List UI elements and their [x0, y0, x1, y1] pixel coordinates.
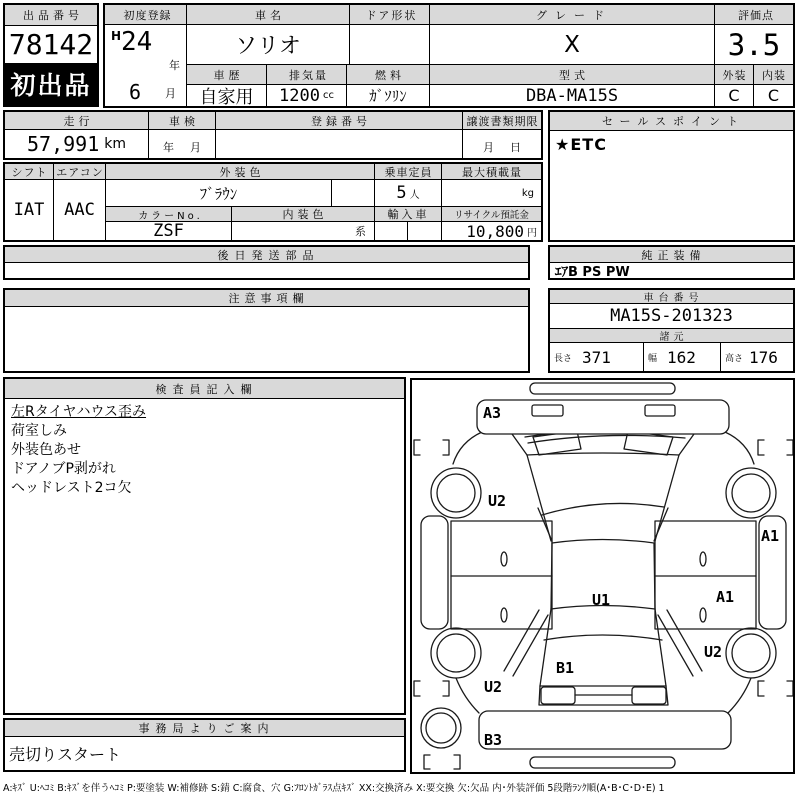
exterior-label: 外装	[715, 65, 754, 85]
reg-number-value	[216, 130, 463, 158]
recycle-unit: 円	[527, 227, 537, 239]
spec-height-value: 176	[749, 347, 778, 367]
marker-rear-left-wheel: U2	[484, 678, 503, 696]
sales-point-box	[548, 110, 795, 242]
transfer-docs-cell	[463, 130, 541, 158]
transfer-day-label: 日	[510, 141, 521, 154]
era-letter: H	[111, 29, 122, 43]
spec-length-label: 長さ	[554, 353, 573, 364]
spec-width-label: 幅	[648, 353, 658, 364]
caution-label: 注意事項欄	[5, 290, 528, 307]
shaken-year-label: 年	[163, 141, 174, 154]
car-top-view-diagram	[412, 380, 793, 772]
reg-number-label: 登録番号	[216, 112, 463, 130]
office-label: 事務局よりご案内	[5, 720, 404, 737]
mileage-table	[3, 110, 543, 160]
chassis-value: MA15S-201323	[550, 304, 793, 329]
registration-month: 6	[129, 80, 142, 104]
capacity-unit: 人	[409, 189, 420, 201]
sales-point-label: セールスポイント	[550, 112, 793, 131]
first-listing-badge: 初出品	[5, 63, 97, 105]
sales-point-value: ★ETC	[555, 135, 607, 154]
displacement-value: 1200	[279, 85, 320, 106]
equipment-box	[548, 245, 795, 280]
shaken-month-label: 月	[190, 141, 201, 154]
chassis-box	[548, 288, 795, 373]
int-color-suffix: 系	[232, 222, 375, 240]
ext-color-value: ﾌﾞﾗｳﾝ	[106, 180, 332, 207]
marker-rear-right-wheel: U2	[704, 643, 723, 661]
transfer-month-label: 月	[483, 141, 494, 154]
marker-right-front-door: A1	[761, 527, 780, 545]
model-code-value: DBA-MA15S	[430, 85, 715, 106]
marker-rear-gate: B1	[556, 659, 575, 677]
mileage-cell	[5, 130, 149, 158]
ship-later-value	[5, 263, 528, 278]
caution-box	[3, 288, 530, 373]
exterior-score: C	[715, 85, 754, 106]
transfer-docs-label: 譲渡書類期限	[463, 112, 541, 130]
import-cell-1	[375, 222, 408, 240]
door-shape-label: ドア形状	[350, 5, 430, 25]
interior-label: 内装	[754, 65, 793, 85]
inspector-label: 検査員記入欄	[5, 379, 404, 399]
inspector-note: ヘッドレスト2コ欠	[11, 480, 132, 496]
office-box	[3, 718, 406, 772]
mileage-value: 57,991	[27, 132, 100, 156]
registration-year: 24	[121, 27, 153, 57]
import-cell-2	[408, 222, 442, 240]
displacement-label: 排気量	[267, 65, 347, 85]
lot-box	[3, 3, 99, 107]
interior-score: C	[767, 86, 780, 105]
caution-value	[5, 307, 528, 371]
spec-length-cell	[550, 343, 644, 371]
door-shape-value	[350, 25, 430, 65]
lot-number-label: 出品番号	[5, 5, 97, 26]
color-no-value: ZSF	[106, 222, 232, 240]
equipment-value: ｴｱB PS PW	[555, 265, 630, 278]
recycle-label: リサイクル預託金	[442, 207, 541, 222]
damage-diagram-box	[410, 378, 795, 774]
vehicle-header-table	[103, 3, 795, 108]
ship-later-box	[3, 245, 530, 280]
capacity-cell	[375, 180, 442, 207]
first-registration-label: 初度登録	[105, 5, 187, 25]
marker-rear-bumper: B3	[484, 731, 503, 749]
int-color-label: 内装色	[232, 207, 375, 222]
year-suffix: 年	[169, 59, 180, 72]
ext-color-label: 外装色	[106, 164, 375, 180]
chassis-label: 車台番号	[550, 290, 793, 304]
inspector-note: 左Rタイヤハウス歪み	[11, 404, 147, 420]
shift-label: シフト	[5, 164, 54, 180]
grade-label: グレード	[430, 5, 715, 25]
fuel-label: 燃料	[347, 65, 430, 85]
inspector-notes	[11, 403, 401, 498]
ext-color-extra-cell	[332, 180, 375, 207]
spec-width-value: 162	[667, 347, 696, 367]
car-name-label: 車名	[187, 5, 350, 25]
shaken-label: 車検	[149, 112, 216, 130]
import-car-label: 輸入車	[375, 207, 442, 222]
grade-value: X	[430, 25, 715, 65]
month-suffix: 月	[165, 87, 176, 100]
aircon-label: エアコン	[54, 164, 106, 180]
spec-height-cell	[721, 343, 793, 371]
score-label: 評価点	[715, 5, 793, 25]
displacement-unit: cc	[322, 90, 334, 101]
car-name: ソリオ	[187, 25, 350, 65]
marker-front-left-wheel: U2	[488, 492, 507, 510]
first-registration-cell	[105, 25, 187, 106]
shift-color-table	[3, 162, 543, 242]
displacement-cell	[267, 85, 347, 106]
fuel-value: ｶﾞｿﾘﾝ	[347, 85, 430, 106]
score-value: 3.5	[715, 25, 793, 65]
office-value: 売切りスタート	[9, 745, 122, 764]
ship-later-label: 後日発送部品	[5, 247, 528, 263]
color-no-label: カラーNo.	[106, 207, 232, 222]
capacity-label: 乗車定員	[375, 164, 442, 180]
spec-height-label: 高さ	[725, 353, 744, 364]
history-value: 自家用	[187, 85, 267, 106]
recycle-value: 10,800	[466, 222, 524, 240]
aircon-value: AAC	[54, 180, 106, 240]
marker-right-rear-door: A1	[716, 588, 735, 606]
lot-number: 78142	[8, 28, 94, 61]
recycle-cell	[442, 222, 541, 240]
model-code-label: 型式	[430, 65, 715, 85]
equipment-label: 純正装備	[550, 247, 793, 263]
spec-width-cell	[644, 343, 721, 371]
inspector-note: ドアノブP剥がれ	[11, 461, 116, 477]
mileage-label: 走行	[5, 112, 149, 130]
marker-front-bumper: A3	[483, 404, 502, 422]
history-label: 車歴	[187, 65, 267, 85]
max-load-label: 最大積載量	[442, 164, 541, 180]
mileage-unit: km	[104, 136, 126, 152]
inspector-note: 外装色あせ	[11, 442, 81, 458]
inspector-box	[3, 377, 406, 715]
specs-label: 諸元	[550, 329, 793, 343]
max-load-unit: kg	[442, 180, 541, 207]
shaken-cell	[149, 130, 216, 158]
capacity-value: 5	[396, 183, 407, 203]
damage-legend: A:ｷｽﾞ U:ﾍｺﾐ B:ｷｽﾞを伴うﾍｺﾐ P:要塗装 W:補修跡 S:錆 C:腐食、穴 G:ﾌﾛﾝﾄｶﾞﾗｽ点ｷｽﾞ XX:交換済み X:要交換 欠:欠品 内･外装評価 5段階ﾗﾝｸ順(A･B･C･D･E) 1	[3, 783, 665, 794]
inspector-note: 荷室しみ	[11, 423, 67, 439]
spec-length-value: 371	[582, 347, 611, 367]
shift-value: IAT	[5, 180, 54, 240]
marker-roof: U1	[592, 591, 611, 609]
